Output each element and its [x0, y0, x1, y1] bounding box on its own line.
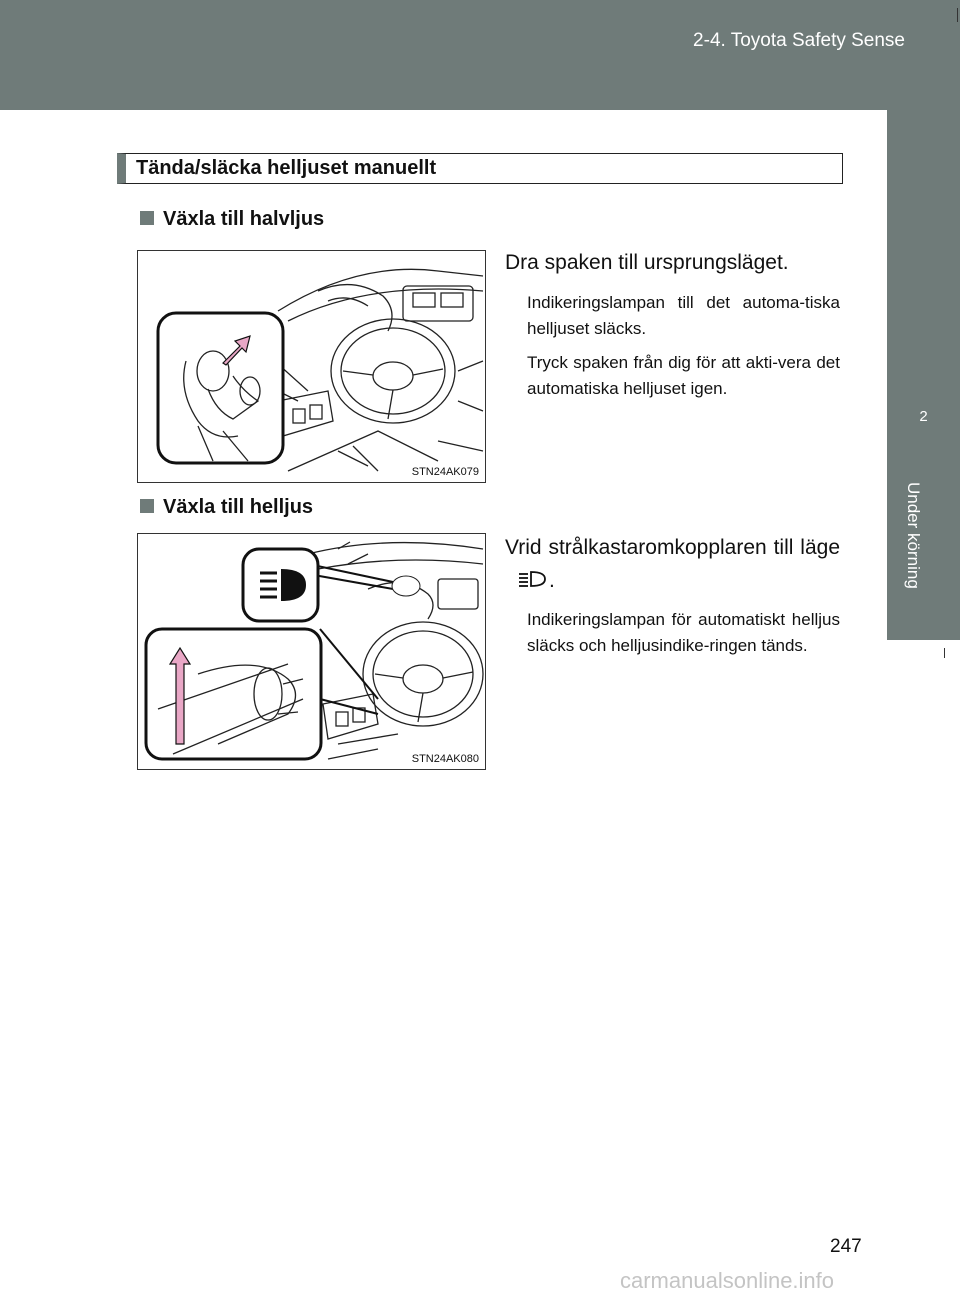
watermark: carmanualsonline.info: [620, 1268, 835, 1293]
figure-high-beam: [137, 533, 486, 770]
subheading-low-beam: Växla till halvljus: [140, 208, 324, 231]
section-title: Tända/släcka helljuset manuellt: [136, 157, 437, 179]
page-header: [0, 0, 960, 110]
high-beam-icon: [513, 569, 549, 589]
chapter-tab: [887, 372, 960, 640]
crop-mark: [957, 8, 958, 22]
note-low-beam-2: Tryck spaken från dig för att akti-vera det automatiska helljuset igen.: [527, 353, 840, 398]
chapter-title: 2-4. Toyota Safety Sense: [693, 30, 905, 51]
note-low-beam-1: Indikeringslampan till det automa-tiska helljuset släcks.: [527, 293, 840, 338]
bullet-square-icon: [140, 499, 154, 513]
bullet-square-icon: [140, 211, 154, 225]
figure-code: STN24AK080: [411, 753, 479, 765]
figure-low-beam: [137, 250, 486, 483]
chapter-label: Under körning: [904, 482, 923, 589]
section-header: [117, 153, 843, 184]
page-number: 247: [830, 1236, 862, 1257]
dashboard-illustration: [138, 251, 485, 482]
side-tab-upper: [887, 110, 960, 372]
instruction-high-beam: Vrid strålkastaromkopplaren till läge .: [505, 536, 840, 592]
figure-code: STN24AK079: [411, 466, 479, 478]
crop-mark: [944, 648, 945, 658]
instruction-low-beam: Dra spaken till ursprungsläget.: [505, 251, 789, 274]
note-high-beam-1: Indikeringslampan för automatiskt helljus släcks och helljusindike-ringen tänds.: [527, 610, 840, 655]
chapter-number: 2: [919, 408, 928, 425]
subheading-high-beam: Växla till helljus: [140, 496, 313, 519]
dashboard-illustration: [138, 534, 485, 769]
